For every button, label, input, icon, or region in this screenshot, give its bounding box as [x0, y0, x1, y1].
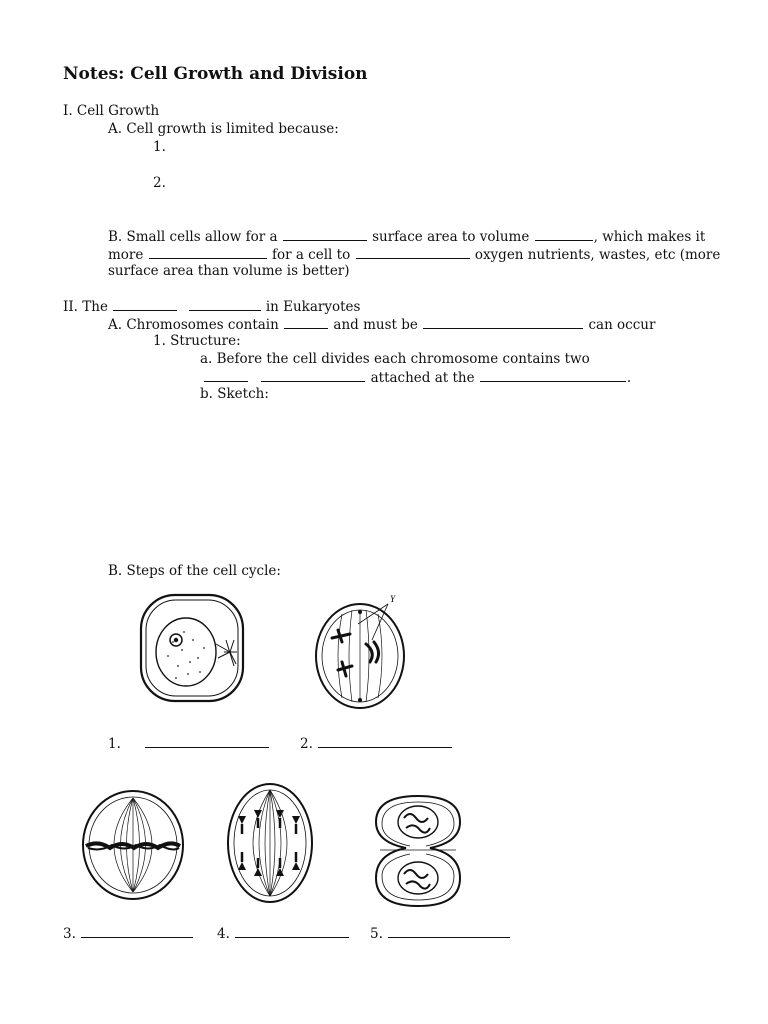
structure-a-line-2: attached at the . [203, 369, 631, 387]
small-cells-line-2: more for a cell to oxygen nutrients, wastes, etc (more [108, 247, 721, 263]
cell-metaphase-figure [80, 788, 186, 902]
step-3-answer: 3. [63, 925, 194, 943]
section-heading-cell-growth: I. Cell Growth [63, 103, 160, 119]
chromosomes-line: A. Chromosomes contain and must be can occur [108, 317, 656, 333]
blank-line[interactable] [283, 228, 367, 241]
step-4-answer: 4. [217, 925, 350, 943]
cell-prophase-figure [312, 590, 414, 714]
cell-telophase-figure [370, 792, 466, 910]
steps-label: B. Steps of the cell cycle: [108, 563, 281, 579]
blank-line[interactable] [356, 246, 470, 259]
blank-line[interactable] [318, 735, 452, 748]
step-2-answer: 2. [300, 735, 453, 753]
sketch-label: b. Sketch: [200, 386, 269, 402]
step-1-answer: 1. [108, 735, 270, 753]
blank-line[interactable] [261, 369, 365, 382]
section-heading-cell-cycle: II. The in Eukaryotes [63, 299, 361, 315]
growth-limit-label: A. Cell growth is limited because: [108, 121, 339, 137]
blank-line[interactable] [189, 298, 261, 311]
structure-label: 1. Structure: [153, 333, 241, 349]
blank-line[interactable] [480, 369, 626, 382]
blank-line[interactable] [535, 228, 593, 241]
blank-line[interactable] [284, 316, 328, 329]
small-cells-line-1: B. Small cells allow for a surface area to volume , which makes it [108, 229, 706, 245]
blank-line[interactable] [81, 925, 193, 938]
growth-limit-item-1: 1. [153, 139, 166, 155]
blank-line[interactable] [388, 925, 510, 938]
cell-interphase-figure [138, 592, 246, 704]
blank-line[interactable] [113, 298, 177, 311]
blank-line[interactable] [204, 369, 248, 382]
blank-line[interactable] [149, 246, 267, 259]
blank-line[interactable] [145, 735, 269, 748]
cell-anaphase-figure [224, 780, 316, 906]
growth-limit-item-2: 2. [153, 175, 166, 191]
structure-a-line-1: a. Before the cell divides each chromosome contains two [200, 351, 590, 367]
page-title: Notes: Cell Growth and Division [63, 64, 368, 84]
blank-line[interactable] [235, 925, 349, 938]
figure-label: Y [390, 594, 396, 604]
step-5-answer: 5. [370, 925, 511, 943]
small-cells-line-3: surface area than volume is better) [108, 263, 350, 279]
blank-line[interactable] [423, 316, 583, 329]
